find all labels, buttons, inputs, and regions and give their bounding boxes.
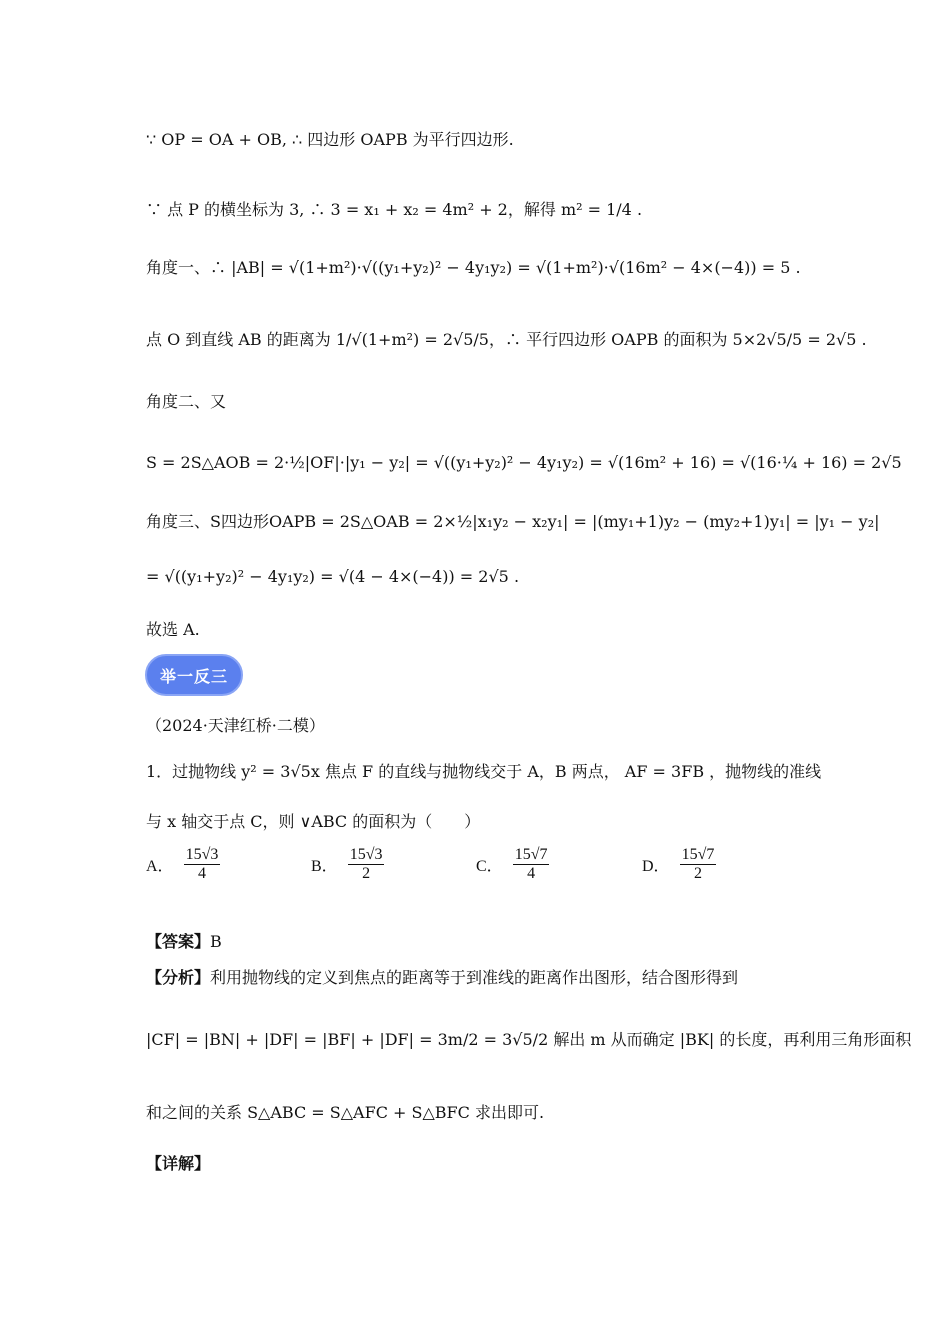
option-d-label: D．	[642, 858, 670, 876]
option-a-denominator: 4	[197, 865, 206, 883]
option-b-denominator: 2	[362, 865, 371, 883]
conclusion: 故选 A.	[146, 620, 200, 639]
option-d[interactable]	[642, 846, 718, 884]
problem-stem-line-1: 1．过抛物线 y² = 3√5x 焦点 F 的直线与抛物线交于 A，B 两点， AF = 3FB ，抛物线的准线	[146, 762, 822, 781]
solution-line-7: 角度三、S四边形OAPB = 2S△OAB = 2×½|x₁y₂ − x₂y₁| = |(my₁+1)y₂ − (my₂+1)y₁| = |y₁ − y₂|	[146, 512, 880, 531]
solution-line-8: = √((y₁+y₂)² − 4y₁y₂) = √(4 − 4×(−4)) = 2√5 .	[146, 567, 520, 586]
solution-line-1: ∵ OP = OA + OB, ∴ 四边形 OAPB 为平行四边形.	[146, 130, 514, 149]
option-a[interactable]	[146, 846, 222, 884]
answer-value: B	[210, 932, 222, 951]
option-c-numerator: 15√7	[513, 846, 550, 865]
option-a-label: A．	[146, 858, 174, 876]
option-b-label: B．	[311, 858, 338, 876]
analysis-tag: 【分析】	[146, 968, 211, 987]
analysis-line-1	[146, 968, 738, 987]
option-b-numerator: 15√3	[348, 846, 385, 865]
answer-tag: 【答案】	[146, 932, 211, 951]
solution-line-5: 角度二、又	[146, 392, 227, 411]
option-a-numerator: 15√3	[184, 846, 221, 865]
analysis-line-3: 和之间的关系 S△ABC = S△AFC + S△BFC 求出即可.	[146, 1103, 545, 1122]
solution-line-3: 角度一、∴ |AB| = √(1+m²)·√((y₁+y₂)² − 4y₁y₂) = √(1+m²)·√(16m² − 4×(−4)) = 5 .	[146, 258, 801, 277]
answer-line	[146, 932, 222, 951]
analysis-text-1: 利用抛物线的定义到焦点的距离等于到准线的距离作出图形，结合图形得到	[210, 968, 739, 987]
solution-line-2: ∵ 点 P 的横坐标为 3, ∴ 3 = x₁ + x₂ = 4m² + 2，解得 m² = 1/4 .	[146, 200, 643, 219]
option-c-label: C．	[476, 858, 503, 876]
option-c[interactable]	[476, 846, 551, 884]
option-d-denominator: 2	[693, 865, 702, 883]
problem-source: （2024·天津红桥·二模）	[146, 716, 325, 735]
option-d-numerator: 15√7	[680, 846, 717, 865]
section-badge: 举一反三	[145, 654, 243, 696]
problem-stem-line-2: 与 x 轴交于点 C，则 ∨ABC 的面积为（ ）	[146, 812, 481, 831]
option-c-denominator: 4	[527, 865, 536, 883]
option-b[interactable]	[311, 846, 386, 884]
solution-line-4: 点 O 到直线 AB 的距离为 1/√(1+m²) = 2√5/5，∴ 平行四边形 OAPB 的面积为 5×2√5/5 = 2√5 .	[146, 330, 867, 349]
analysis-line-2: |CF| = |BN| + |DF| = |BF| + |DF| = 3m/2 = 3√5/2 解出 m 从而确定 |BK| 的长度，再利用三角形面积	[146, 1030, 912, 1049]
detail-tag: 【详解】	[146, 1154, 211, 1173]
solution-line-6: S = 2S△AOB = 2·½|OF|·|y₁ − y₂| = √((y₁+y₂)² − 4y₁y₂) = √(16m² + 16) = √(16·¼ + 16) = 2√5	[146, 453, 902, 472]
